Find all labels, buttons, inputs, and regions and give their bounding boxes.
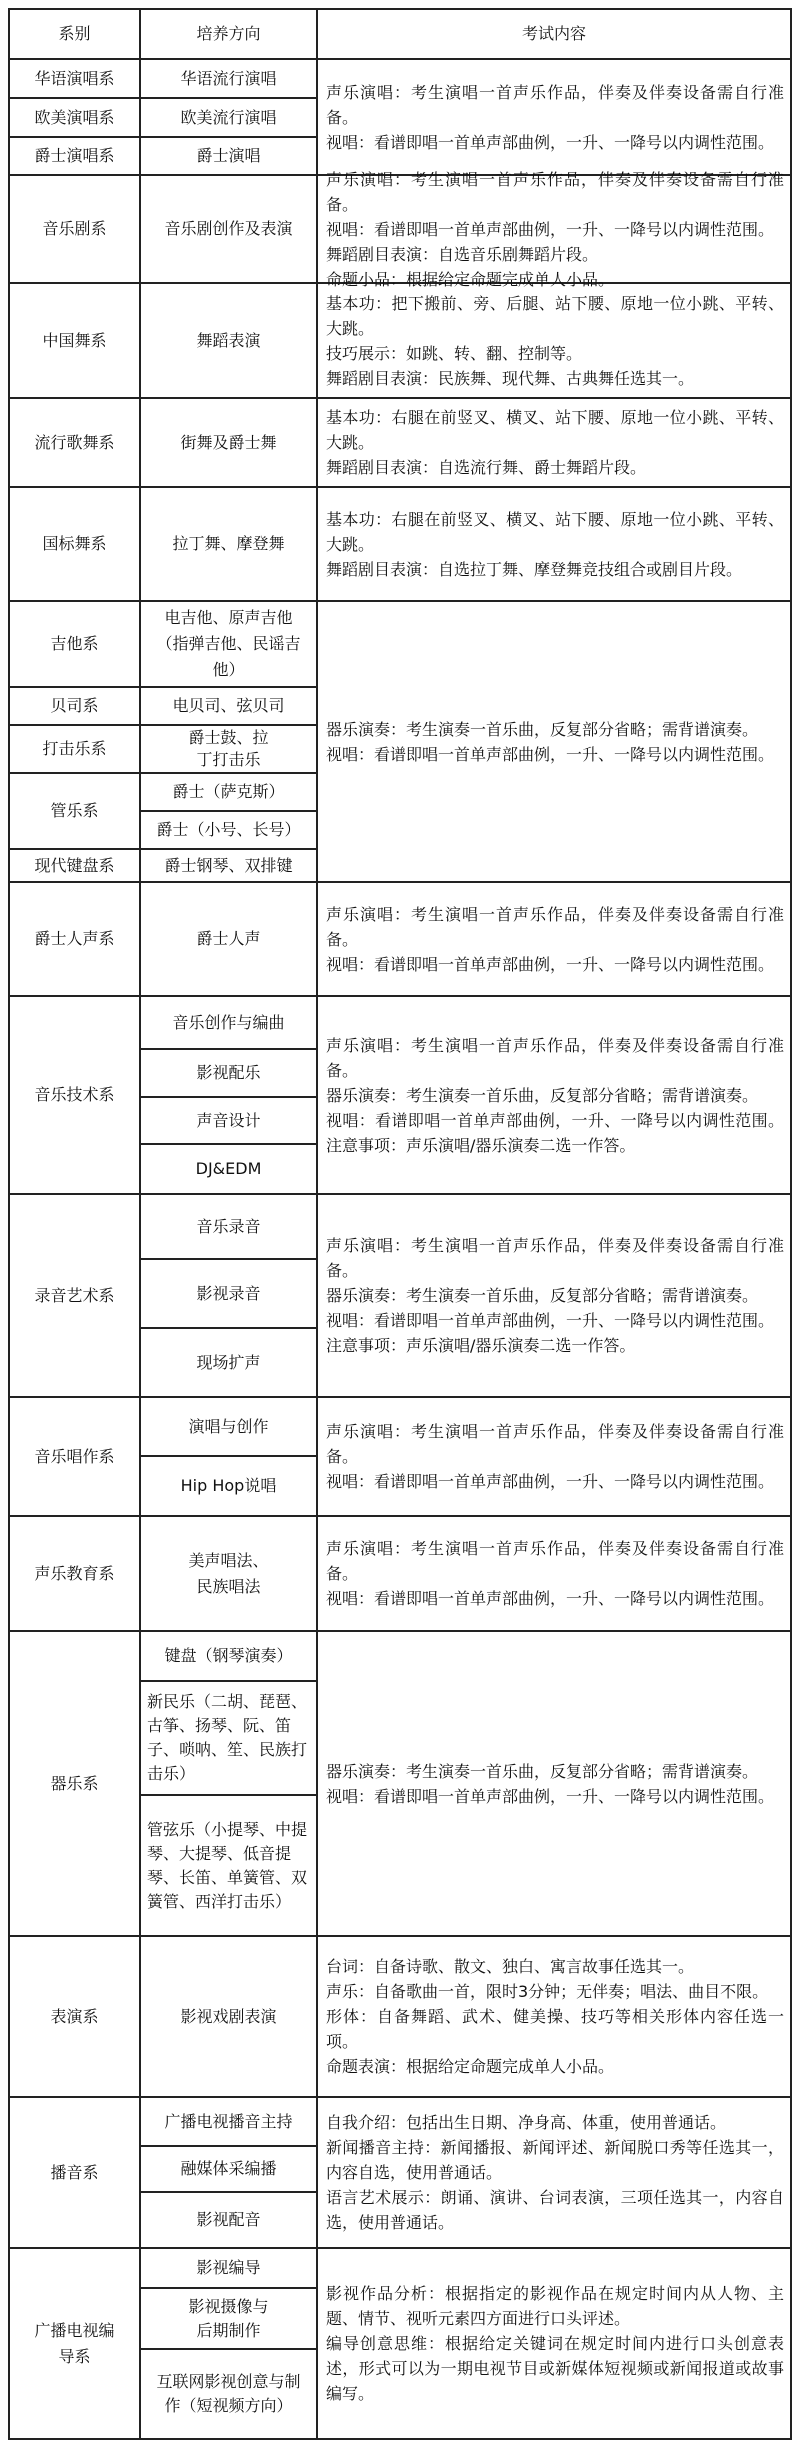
content-line: 视唱：看谱即唱一首单声部曲例，一升、一降号以内调性范围。注意事项：声乐演唱/器乐演奏二选一作答。 bbox=[326, 1110, 784, 1155]
dept-cell: 声乐教育系 bbox=[34, 1563, 115, 1583]
content-line: 视唱：看谱即唱一首单声部曲例，一升、一降号以内调性范围。 bbox=[326, 1472, 775, 1491]
direction-cell: 爵士演唱 bbox=[196, 146, 261, 165]
content-line: 声乐演唱：考生演唱一首声乐作品，伴奏及伴奏设备需自行准备。 bbox=[326, 82, 784, 127]
content-line: 声乐演唱：考生演唱一首声乐作品，伴奏及伴奏设备需自行准备。 bbox=[326, 904, 784, 949]
content-line: 新闻播音主持：新闻播报、新闻评述、新闻脱口秀等任选其一，内容自选，使用普通话。 bbox=[326, 2138, 784, 2182]
content-cell bbox=[318, 1632, 792, 1935]
content-cell bbox=[318, 997, 792, 1193]
direction-cell: 新民乐（二胡、琵琶、古筝、扬琴、阮、笛子、唢呐、笙、民族打击乐） bbox=[147, 1692, 308, 1783]
direction-cell: 现场扩声 bbox=[196, 1352, 261, 1372]
content-line: 命题小品：根据给定命题完成单人小品。 bbox=[326, 269, 615, 289]
content-line: 舞蹈剧目表演：自选拉丁舞、摩登舞竞技组合或剧目片段。 bbox=[326, 559, 743, 579]
content-line: 器乐演奏：考生演奏一首乐曲，反复部分省略；需背谱演奏。 bbox=[326, 719, 759, 739]
content-cell bbox=[318, 1937, 792, 2096]
content-line: 舞蹈剧目表演：自选音乐剧舞蹈片段。 bbox=[326, 244, 599, 264]
dept-cell: 华语演唱系 bbox=[34, 68, 115, 88]
content-line: 视唱：看谱即唱一首单声部曲例，一升、一降号以内调性范围。 bbox=[326, 954, 775, 974]
content-line: 编导创意思维：根据给定关键词在规定时间内进行口头创意表述，形式可以为一期电视节目或新媒体短视频或新闻报道或故事编写。 bbox=[326, 2334, 784, 2403]
direction-cell: 影视戏剧表演 bbox=[180, 2006, 277, 2026]
direction-cell: 爵士（萨克斯） bbox=[172, 782, 285, 801]
content-line: 声乐演唱：考生演唱一首声乐作品，伴奏及伴奏设备需自行准备。 bbox=[326, 169, 784, 214]
content-cell bbox=[318, 60, 792, 174]
dept-cell: 管乐系 bbox=[50, 801, 99, 820]
direction-cell: 影视摄像与后期制作 bbox=[188, 2296, 269, 2340]
content-line: 自我介绍：包括出生日期、净身高、体重，使用普通话。 bbox=[326, 2113, 727, 2132]
content-line: 命题表演：根据给定命题完成单人小品。 bbox=[326, 2057, 615, 2076]
direction-cell: 爵士鼓、拉丁打击乐 bbox=[188, 728, 269, 769]
content-line: 基本功：把下搬前、旁、后腿、站下腰、原地一位小跳、平转、大跳。 bbox=[326, 293, 784, 338]
direction-cell: 爵士人声 bbox=[196, 929, 261, 948]
dept-cell: 爵士人声系 bbox=[34, 929, 115, 948]
content-cell bbox=[318, 399, 792, 486]
direction-cell: 键盘（钢琴演奏） bbox=[164, 1646, 293, 1665]
dept-cell: 音乐剧系 bbox=[42, 219, 107, 238]
content-line: 器乐演奏：考生演奏一首乐曲，反复部分省略；需背谱演奏。 bbox=[326, 1761, 759, 1781]
content-line: 视唱：看谱即唱一首单声部曲例，一升、一降号以内调性范围。 bbox=[326, 1311, 775, 1330]
content-line: 形体：自备舞蹈、武术、健美操、技巧等相关形体内容任选一项。 bbox=[326, 2007, 784, 2051]
direction-cell: 声音设计 bbox=[196, 1110, 261, 1130]
direction-cell: 舞蹈表演 bbox=[196, 330, 261, 350]
direction-cell: 街舞及爵士舞 bbox=[180, 432, 277, 452]
direction-cell: 爵士（小号、长号） bbox=[156, 820, 301, 839]
content-line: 声乐：自备歌曲一首，限时3分钟；无伴奏；唱法、曲目不限。 bbox=[326, 1982, 769, 2001]
content-cell bbox=[318, 602, 792, 881]
direction-cell: 爵士钢琴、双排键 bbox=[164, 855, 293, 875]
content-cell bbox=[318, 1517, 792, 1630]
content-line: 声乐演唱：考生演唱一首声乐作品，伴奏及伴奏设备需自行准备。 bbox=[326, 1539, 784, 1583]
dept-cell: 音乐唱作系 bbox=[34, 1446, 115, 1466]
content-cell bbox=[318, 883, 792, 995]
direction-cell: 音乐创作与编曲 bbox=[172, 1012, 285, 1032]
content-line: 基本功：右腿在前竖叉、横叉、站下腰、原地一位小跳、平转、大跳。 bbox=[326, 408, 784, 452]
direction-cell: 影视配音 bbox=[196, 2210, 261, 2229]
content-line: 台词：自备诗歌、散文、独白、寓言故事任选其一。 bbox=[326, 1957, 695, 1976]
content-line: 器乐演奏：考生演奏一首乐曲，反复部分省略；需背谱演奏。 bbox=[326, 1286, 759, 1305]
dept-cell: 现代键盘系 bbox=[34, 855, 115, 875]
content-line: 舞蹈剧目表演：民族舞、现代舞、古典舞任选其一。 bbox=[326, 368, 695, 388]
direction-cell: 融媒体采编播 bbox=[180, 2159, 277, 2178]
dept-cell: 流行歌舞系 bbox=[34, 432, 115, 452]
content-line: 语言艺术展示：朗诵、演讲、台词表演，三项任选其一，内容自选，使用普通话。 bbox=[326, 2188, 784, 2232]
dept-cell: 国标舞系 bbox=[42, 534, 107, 553]
content-cell bbox=[318, 488, 792, 600]
header-dept: 系别 bbox=[58, 24, 91, 43]
dept-cell: 欧美演唱系 bbox=[34, 107, 115, 127]
direction-cell: 拉丁舞、摩登舞 bbox=[172, 534, 285, 553]
content-cell bbox=[318, 2249, 792, 2438]
direction-cell: 影视录音 bbox=[196, 1283, 261, 1303]
direction-cell: 音乐录音 bbox=[196, 1216, 261, 1236]
content-cell bbox=[318, 2098, 792, 2247]
direction-cell: 欧美流行演唱 bbox=[180, 107, 277, 127]
direction-cell: 管弦乐（小提琴、中提琴、大提琴、低音提琴、长笛、单簧管、双簧管、西洋打击乐） bbox=[147, 1819, 308, 1911]
content-line: 注意事项：声乐演唱/器乐演奏二选一作答。 bbox=[326, 1336, 636, 1355]
dept-cell: 器乐系 bbox=[50, 1773, 99, 1793]
content-line: 视唱：看谱即唱一首单声部曲例，一升、一降号以内调性范围。 bbox=[326, 132, 775, 152]
dept-cell: 表演系 bbox=[50, 2006, 99, 2026]
dept-cell: 爵士演唱系 bbox=[34, 146, 115, 165]
content-line: 器乐演奏：考生演奏一首乐曲，反复部分省略；需背谱演奏。 bbox=[326, 1085, 759, 1105]
direction-cell: DJ&EDM bbox=[195, 1159, 262, 1178]
content-line: 视唱：看谱即唱一首单声部曲例，一升、一降号以内调性范围。 bbox=[326, 219, 775, 239]
direction-cell: 音乐剧创作及表演 bbox=[164, 219, 293, 238]
dept-cell: 录音艺术系 bbox=[34, 1285, 115, 1305]
direction-cell: 影视配乐 bbox=[196, 1063, 261, 1082]
content-line: 视唱：看谱即唱一首单声部曲例，一升、一降号以内调性范围。 bbox=[326, 744, 775, 764]
direction-cell: 互联网影视创意与制作（短视频方向） bbox=[156, 2372, 301, 2415]
content-cell bbox=[318, 1195, 792, 1396]
content-line: 舞蹈剧目表演：自选流行舞、爵士舞蹈片段。 bbox=[326, 458, 647, 477]
content-line: 声乐演唱：考生演唱一首声乐作品，伴奏及伴奏设备需自行准备。 bbox=[326, 1236, 784, 1280]
content-cell bbox=[318, 284, 792, 397]
content-line: 视唱：看谱即唱一首单声部曲例，一升、一降号以内调性范围。 bbox=[326, 1786, 775, 1806]
dept-cell: 广播电视编导系 bbox=[34, 2320, 115, 2366]
dept-cell: 吉他系 bbox=[50, 634, 99, 653]
row-divider bbox=[8, 2438, 792, 2440]
dept-cell: 打击乐系 bbox=[42, 739, 107, 758]
content-line: 视唱：看谱即唱一首单声部曲例，一升、一降号以内调性范围。 bbox=[326, 1589, 775, 1608]
header-content: 考试内容 bbox=[521, 24, 586, 43]
content-line: 技巧展示：如跳、转、翻、控制等。 bbox=[326, 343, 583, 363]
content-line: 声乐演唱：考生演唱一首声乐作品，伴奏及伴奏设备需自行准备。 bbox=[326, 1035, 784, 1080]
content-line: 基本功：右腿在前竖叉、横叉、站下腰、原地一位小跳、平转、大跳。 bbox=[326, 509, 784, 554]
direction-cell: 电贝司、弦贝司 bbox=[172, 696, 285, 715]
dept-cell: 播音系 bbox=[50, 2162, 99, 2182]
direction-cell: 华语流行演唱 bbox=[180, 68, 277, 88]
dept-cell: 中国舞系 bbox=[42, 330, 107, 350]
content-cell bbox=[318, 169, 792, 289]
content-line: 影视作品分析：根据指定的影视作品在规定时间内从人物、主题、情节、视听元素四方面进行口头评述。 bbox=[326, 2284, 784, 2328]
content-cell bbox=[318, 1398, 792, 1515]
dept-cell: 贝司系 bbox=[50, 696, 99, 715]
direction-cell: 美声唱法、民族唱法 bbox=[188, 1550, 269, 1596]
content-line: 声乐演唱：考生演唱一首声乐作品，伴奏及伴奏设备需自行准备。 bbox=[326, 1422, 784, 1466]
direction-cell: 广播电视播音主持 bbox=[164, 2111, 293, 2131]
dept-cell: 音乐技术系 bbox=[34, 1085, 115, 1104]
header-direction: 培养方向 bbox=[196, 24, 261, 43]
direction-cell: 电吉他、原声吉他（指弹吉他、民谣吉他） bbox=[156, 608, 301, 679]
direction-cell: 影视编导 bbox=[196, 2258, 261, 2277]
direction-cell: Hip Hop说唱 bbox=[180, 1476, 277, 1495]
direction-cell: 演唱与创作 bbox=[188, 1416, 269, 1436]
